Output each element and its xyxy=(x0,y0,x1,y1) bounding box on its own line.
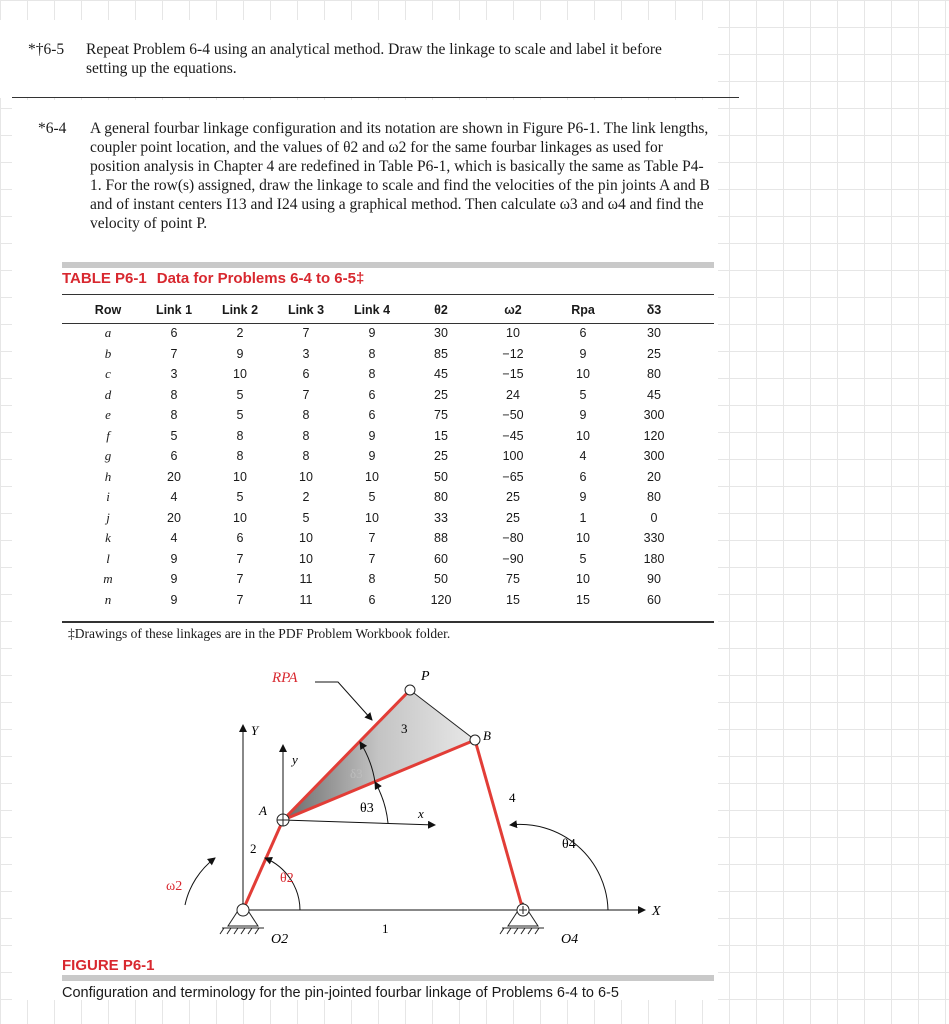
table-cell: −12 xyxy=(502,346,524,361)
table-cell: 9 xyxy=(368,326,376,341)
table-cell: −50 xyxy=(502,408,524,423)
point-p xyxy=(405,685,415,695)
table-cell: 5 xyxy=(170,428,178,443)
table-cell: 50 xyxy=(434,572,448,587)
table-cell: 7 xyxy=(302,387,310,402)
ground-pivot-o4 xyxy=(500,903,544,934)
table-cell: 8 xyxy=(368,367,376,382)
table-cell: 9 xyxy=(579,408,587,423)
table-row xyxy=(75,344,691,365)
theta4-arc xyxy=(510,824,608,910)
table-label: TABLE P6-1 xyxy=(62,270,147,287)
label-link-4: 4 xyxy=(509,790,516,805)
rpa-leader xyxy=(315,682,372,720)
label-p: P xyxy=(421,669,430,684)
table-cell: 60 xyxy=(647,592,661,607)
table-cell: −15 xyxy=(502,367,524,382)
table-cell: −90 xyxy=(502,551,524,566)
table-row xyxy=(75,508,691,529)
label-link-1: 1 xyxy=(382,921,389,936)
table-cell: 10 xyxy=(576,428,590,443)
table-cell: 20 xyxy=(167,510,181,525)
table-row-id: j xyxy=(106,509,110,525)
table-cell: 5 xyxy=(236,387,244,402)
table-cell: 5 xyxy=(368,490,376,505)
table-row-id: c xyxy=(105,366,111,382)
table-cell: −65 xyxy=(502,469,524,484)
table-row xyxy=(75,569,691,590)
table-cell: 9 xyxy=(579,346,587,361)
figure-label: FIGURE P6-1 xyxy=(62,957,155,974)
figure-caption: Configuration and terminology for the pin-jointed fourbar linkage of Problems 6-4 to 6-5 xyxy=(62,985,619,1001)
table-cell: 6 xyxy=(368,592,376,607)
table-row xyxy=(75,590,691,611)
table-row xyxy=(75,549,691,570)
table-cell: 6 xyxy=(579,469,587,484)
table-cell: −80 xyxy=(502,531,524,546)
table-header-cell: Link 4 xyxy=(353,302,391,317)
table-cell: 330 xyxy=(643,531,665,546)
label-theta3: θ3 xyxy=(360,801,374,816)
table-cell: 180 xyxy=(643,551,665,566)
table-cell: 25 xyxy=(506,510,520,525)
table-cell: 7 xyxy=(170,346,178,361)
table-cell: 75 xyxy=(434,408,448,423)
table-header-cell: δ3 xyxy=(646,302,662,317)
table-cell: 3 xyxy=(302,346,310,361)
table-cell: 30 xyxy=(434,326,448,341)
label-y-upper: Y xyxy=(251,723,259,738)
coupler-link-3 xyxy=(283,690,475,820)
table-row-id: e xyxy=(105,407,111,423)
table-cell: 10 xyxy=(299,551,313,566)
table-cell: 25 xyxy=(434,449,448,464)
table-cell: 9 xyxy=(368,428,376,443)
label-y-lower: y xyxy=(292,752,298,767)
problem-6-5-text: Repeat Problem 6-4 using an analytical method. Draw the linkage to scale and label it before setting up the equations. xyxy=(86,41,662,77)
table-cell: 9 xyxy=(579,490,587,505)
table-header-cell: Rpa xyxy=(571,302,595,317)
table-row xyxy=(75,405,691,426)
table-cell: 8 xyxy=(302,428,310,443)
table-cell: 10 xyxy=(576,367,590,382)
table-cell: 9 xyxy=(170,572,178,587)
table-header-cell: Row xyxy=(94,302,122,317)
table-cell: 15 xyxy=(506,592,520,607)
table-cell: 7 xyxy=(236,592,244,607)
data-table xyxy=(75,296,691,610)
table-cell: 6 xyxy=(236,531,244,546)
table-cell: 24 xyxy=(506,387,520,402)
table-cell: 15 xyxy=(434,428,448,443)
omega2-arc xyxy=(185,858,215,905)
local-x-axis xyxy=(283,820,435,825)
figure-band xyxy=(62,975,714,981)
table-cell: 6 xyxy=(302,367,310,382)
table-row xyxy=(75,364,691,385)
table-cell: 6 xyxy=(368,408,376,423)
table-cell: 10 xyxy=(365,510,379,525)
table-cell: 9 xyxy=(170,592,178,607)
table-cell: 7 xyxy=(302,326,310,341)
section-divider xyxy=(12,97,739,98)
table-cell: 90 xyxy=(647,572,661,587)
table-row-id: m xyxy=(103,571,113,587)
table-row-id: g xyxy=(104,448,112,464)
table-cell: 6 xyxy=(368,387,376,402)
table-caption: Data for Problems 6-4 to 6-5‡ xyxy=(156,270,365,287)
table-cell: 45 xyxy=(434,367,448,382)
table-header-cell: Link 3 xyxy=(287,302,325,317)
table-cell: 7 xyxy=(368,531,376,546)
table-cell: 8 xyxy=(236,428,244,443)
table-cell: 5 xyxy=(236,490,244,505)
table-cell: 7 xyxy=(236,551,244,566)
table-cell: 45 xyxy=(647,387,661,402)
table-row xyxy=(75,426,691,447)
table-cell: 100 xyxy=(502,449,524,464)
problem-6-4-number: *6-4 xyxy=(38,120,67,137)
table-cell: 10 xyxy=(299,531,313,546)
table-cell: 1 xyxy=(579,510,587,525)
table-cell: 30 xyxy=(647,326,661,341)
table-row-id: a xyxy=(104,325,112,341)
table-cell: 300 xyxy=(643,408,665,423)
label-x-lower: x xyxy=(418,806,424,821)
fourbar-figure xyxy=(0,650,720,955)
table-row-id: b xyxy=(104,345,112,361)
table-row-id: i xyxy=(106,489,110,505)
table-cell: 11 xyxy=(299,592,313,607)
table-row-id: k xyxy=(105,530,111,546)
table-rule-header xyxy=(62,323,714,324)
table-cell: 80 xyxy=(434,490,448,505)
table-cell: 25 xyxy=(647,346,661,361)
table-cell: 120 xyxy=(643,428,665,443)
table-rule-bottom xyxy=(62,621,714,623)
table-cell: 5 xyxy=(302,510,310,525)
table-cell: 5 xyxy=(579,387,587,402)
table-cell: 10 xyxy=(576,572,590,587)
table-row-id: n xyxy=(104,591,112,607)
table-cell: 7 xyxy=(236,572,244,587)
table-header-cell: θ2 xyxy=(434,302,448,317)
table-cell: −45 xyxy=(502,428,524,443)
table-cell: 0 xyxy=(650,510,658,525)
label-b: B xyxy=(483,728,491,743)
table-cell: 25 xyxy=(434,387,448,402)
table-row-id: h xyxy=(104,468,112,484)
label-rpa: RPA xyxy=(272,670,298,686)
theta3-arc xyxy=(375,782,388,823)
table-row xyxy=(75,446,691,467)
table-footnote: ‡Drawings of these linkages are in the PDF Problem Workbook folder. xyxy=(68,626,451,641)
problem-6-5-number: *†6-5 xyxy=(28,41,65,58)
table-cell: 11 xyxy=(299,572,313,587)
table-cell: 15 xyxy=(576,592,590,607)
table-header-cell: Link 2 xyxy=(221,302,259,317)
table-cell: 5 xyxy=(236,408,244,423)
pin-b xyxy=(470,735,480,745)
table-cell: 75 xyxy=(506,572,520,587)
table-row xyxy=(75,487,691,508)
table-cell: 20 xyxy=(647,469,661,484)
label-theta2: θ2 xyxy=(280,871,294,886)
table-cell: 300 xyxy=(643,449,665,464)
table-header-row xyxy=(75,296,691,323)
table-cell: 6 xyxy=(170,449,178,464)
table-top-band xyxy=(62,262,714,268)
table-cell: 33 xyxy=(434,510,448,525)
table-row xyxy=(75,323,691,344)
table-cell: 80 xyxy=(647,367,661,382)
table-cell: 10 xyxy=(233,469,247,484)
table-cell: 9 xyxy=(236,346,244,361)
table-cell: 8 xyxy=(368,572,376,587)
table-row-id: d xyxy=(104,386,112,402)
table-cell: 20 xyxy=(167,469,181,484)
table-row xyxy=(75,467,691,488)
table-cell: 6 xyxy=(579,326,587,341)
table-cell: 8 xyxy=(170,387,178,402)
table-row xyxy=(75,528,691,549)
table-row-id: f xyxy=(106,427,110,443)
table-cell: 50 xyxy=(434,469,448,484)
table-cell: 9 xyxy=(170,551,178,566)
table-cell: 4 xyxy=(170,531,178,546)
label-a: A xyxy=(259,803,267,818)
table-cell: 8 xyxy=(236,449,244,464)
table-row xyxy=(75,385,691,406)
table-cell: 3 xyxy=(170,367,178,382)
table-cell: 4 xyxy=(170,490,178,505)
table-cell: 10 xyxy=(233,367,247,382)
label-delta3: δ3 xyxy=(350,766,363,781)
table-cell: 4 xyxy=(579,449,587,464)
table-cell: 60 xyxy=(434,551,448,566)
label-link-2: 2 xyxy=(250,841,257,856)
table-cell: 10 xyxy=(506,326,520,341)
label-omega2: ω2 xyxy=(166,879,183,894)
label-o4: O4 xyxy=(561,932,579,947)
table-cell: 85 xyxy=(434,346,448,361)
table-header-cell: ω2 xyxy=(504,302,522,317)
table-title xyxy=(62,270,364,287)
table-cell: 10 xyxy=(365,469,379,484)
table-row-id: l xyxy=(106,550,110,566)
table-cell: 10 xyxy=(576,531,590,546)
table-cell: 8 xyxy=(170,408,178,423)
table-cell: 5 xyxy=(579,551,587,566)
label-theta4: θ4 xyxy=(562,837,576,852)
table-cell: 120 xyxy=(430,592,452,607)
table-cell: 80 xyxy=(647,490,661,505)
table-cell: 10 xyxy=(233,510,247,525)
table-cell: 6 xyxy=(170,326,178,341)
table-cell: 25 xyxy=(506,490,520,505)
label-o2: O2 xyxy=(271,932,289,947)
table-rule-top xyxy=(62,294,714,295)
table-cell: 88 xyxy=(434,531,448,546)
table-header-cell: Link 1 xyxy=(155,302,193,317)
problem-6-4-text: A general fourbar linkage configuration and its notation are shown in Figure P6-1. The link lengths, coupler point location, and the values of θ2 and ω2 for the same fourbar linkages as used for position analysis in Chapter 4 are redefined in Table P6-1, which is basically the same as Table P4-1. For the row(s) assigned, draw the linkage to scale and find the velocities of the pin joints A and B and of instant centers I13 and I24 using a graphical method. Then calculate ω3 and ω4 and find the velocity of point P. xyxy=(90,120,710,232)
table-cell: 10 xyxy=(299,469,313,484)
label-x-upper: X xyxy=(652,904,661,919)
label-link-3: 3 xyxy=(401,721,408,736)
table-cell: 8 xyxy=(302,449,310,464)
table-cell: 2 xyxy=(302,490,310,505)
ground-pivot-o2 xyxy=(220,903,264,934)
table-cell: 9 xyxy=(368,449,376,464)
table-cell: 8 xyxy=(368,346,376,361)
table-cell: 7 xyxy=(368,551,376,566)
table-cell: 8 xyxy=(302,408,310,423)
table-cell: 2 xyxy=(236,326,244,341)
